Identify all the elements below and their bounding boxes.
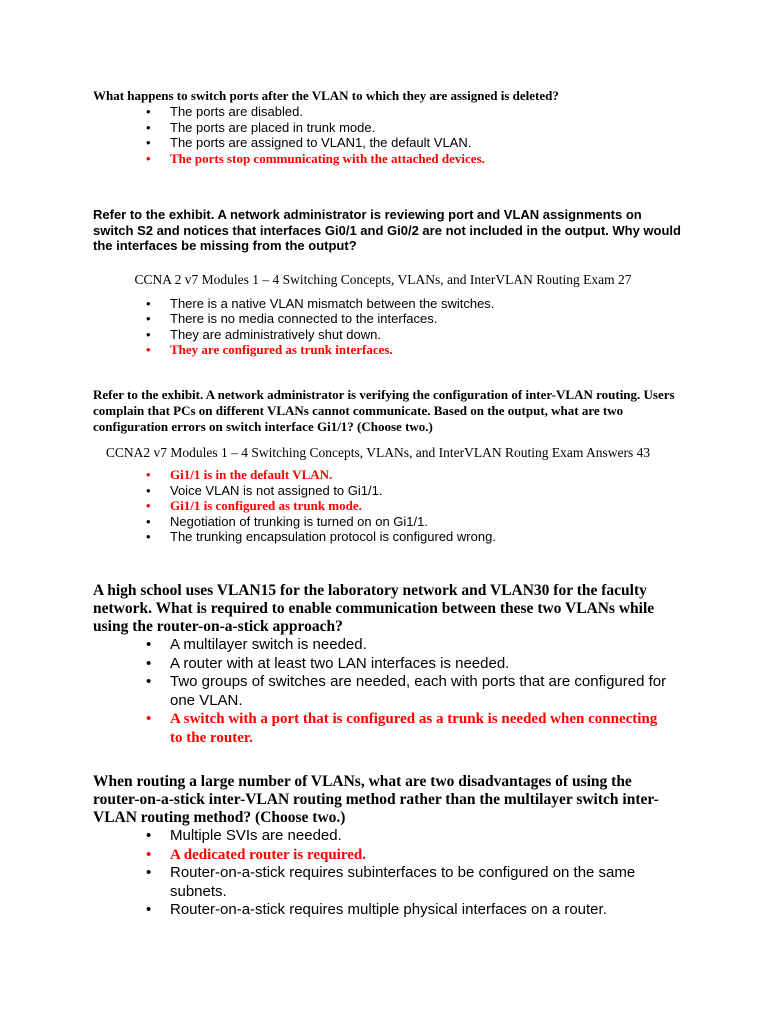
option	[93, 296, 683, 312]
bullet-icon: •	[146, 150, 151, 166]
option-text: There is no media connected to the interfaces.	[170, 311, 438, 326]
correct-option	[93, 710, 673, 747]
option-text: Router-on-a-stick requires multiple physical interfaces on a router.	[170, 901, 607, 918]
option-text: They are configured as trunk interfaces.	[170, 342, 393, 357]
exhibit-caption: CCNA2 v7 Modules 1 – 4 Switching Concepts, VLANs, and InterVLAN Routing Exam Answers 43	[105, 445, 651, 460]
bullet-icon: •	[146, 654, 152, 672]
option	[93, 529, 683, 545]
correct-option	[93, 342, 683, 358]
question-2	[93, 207, 683, 358]
question-5-options	[93, 827, 673, 920]
bullet-icon: •	[146, 119, 151, 135]
option-text: The trunking encapsulation protocol is configured wrong.	[170, 529, 496, 544]
option	[93, 104, 683, 120]
correct-option	[93, 498, 683, 514]
option	[93, 901, 673, 920]
option	[93, 655, 673, 674]
option-text: Router-on-a-stick requires subinterfaces to be configured on the same subnets.	[170, 864, 636, 900]
bullet-icon: •	[146, 311, 151, 326]
question-4	[93, 582, 673, 747]
bullet-icon: •	[146, 636, 152, 653]
bullet-icon: •	[146, 846, 152, 863]
option-text: A dedicated router is required.	[170, 846, 366, 863]
correct-option	[93, 467, 683, 483]
bullet-icon: •	[146, 295, 151, 311]
option-text: There is a native VLAN mismatch between the switches.	[170, 295, 495, 311]
option	[93, 311, 683, 327]
option-text: They are administratively shut down.	[170, 326, 381, 342]
question-1-options	[93, 104, 683, 166]
option	[93, 483, 683, 499]
option-text: Two groups of switches are needed, each with ports that are configured for one VLAN.	[170, 673, 667, 709]
bullet-icon: •	[146, 864, 152, 881]
option-text: Gi1/1 is in the default VLAN.	[170, 467, 333, 482]
bullet-icon: •	[146, 342, 151, 357]
option	[93, 135, 683, 151]
question-5-text: When routing a large number of VLANs, what are two disadvantages of using the router-on-a-stick inter-VLAN routing method rather than the multilayer switch inter-VLAN routing method? (Choose two.)	[93, 773, 659, 826]
bullet-icon: •	[146, 711, 152, 727]
question-5	[93, 773, 673, 920]
option	[93, 636, 673, 655]
bullet-icon: •	[146, 498, 151, 513]
option-text: Voice VLAN is not assigned to Gi1/1.	[170, 482, 383, 498]
bullet-icon: •	[146, 827, 152, 844]
option-text: The ports are disabled.	[170, 104, 303, 119]
correct-option	[93, 846, 673, 865]
bullet-icon: •	[146, 673, 152, 690]
bullet-icon: •	[146, 104, 151, 119]
exhibit-caption: CCNA 2 v7 Modules 1 – 4 Switching Concepts, VLANs, and InterVLAN Routing Exam 27	[134, 271, 632, 287]
bullet-icon: •	[146, 529, 151, 544]
option	[93, 673, 673, 710]
option	[93, 514, 683, 530]
bullet-icon: •	[146, 326, 151, 342]
question-4-options	[93, 636, 673, 747]
question-3	[93, 387, 683, 545]
option-text: A router with at least two LAN interfaces is needed.	[170, 654, 510, 672]
correct-option	[93, 151, 683, 167]
bullet-icon: •	[146, 467, 151, 482]
question-2-options	[93, 296, 683, 358]
option-text: The ports are placed in trunk mode.	[170, 119, 376, 135]
option-text: The ports stop communicating with the attached devices.	[170, 150, 485, 166]
question-3-text: Refer to the exhibit. A network administrator is verifying the configuration of inter-VLAN routing. Users complain that PCs on different VLANs cannot communicate. Based on the output, what are two configuration errors on switch interface Gi1/1? (Choose two.)	[93, 387, 675, 434]
option-text: Multiple SVIs are needed.	[170, 827, 342, 844]
bullet-icon: •	[146, 482, 151, 498]
option-text: Negotiation of trunking is turned on on Gi1/1.	[170, 513, 428, 529]
option-text: The ports are assigned to VLAN1, the default VLAN.	[170, 135, 472, 150]
option	[93, 327, 683, 343]
bullet-icon: •	[146, 901, 152, 918]
question-2-text: Refer to the exhibit. A network administrator is reviewing port and VLAN assignments on switch S2 and notices that interfaces Gi0/1 and Gi0/2 are not included in the output. Why would the interfaces be missing from the output?	[93, 207, 681, 253]
option	[93, 120, 683, 136]
question-1-text: What happens to switch ports after the VLAN to which they are assigned is deleted?	[93, 88, 559, 103]
question-4-text: A high school uses VLAN15 for the laboratory network and VLAN30 for the faculty network. What is required to enable communication between these two VLANs while using the router-on-a-stick approach?	[93, 582, 655, 635]
option	[93, 827, 673, 846]
option-text: Gi1/1 is configured as trunk mode.	[170, 498, 362, 513]
bullet-icon: •	[146, 135, 151, 150]
question-3-options	[93, 467, 683, 545]
bullet-icon: •	[146, 513, 151, 529]
question-1	[93, 88, 683, 166]
option	[93, 864, 673, 901]
option-text: A switch with a port that is configured as a trunk is needed when connecting to the router.	[170, 711, 658, 746]
option-text: A multilayer switch is needed.	[170, 636, 367, 653]
